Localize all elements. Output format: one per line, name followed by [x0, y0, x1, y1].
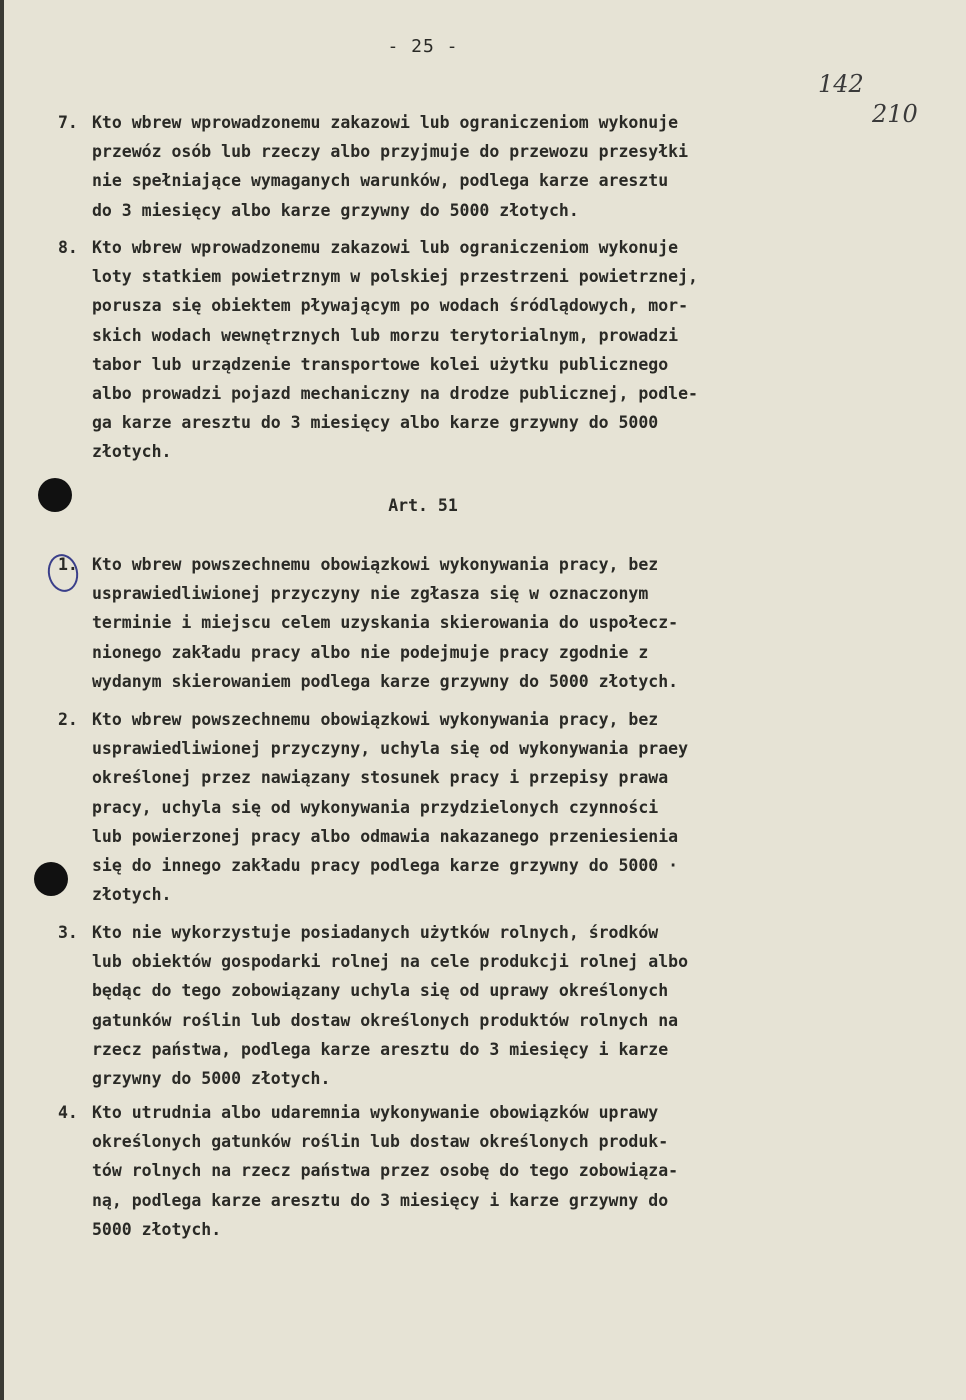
text-line: Kto nie wykorzystuje posiadanych użytków rolnych, środków [92, 923, 659, 942]
paragraph-3 [58, 918, 828, 1093]
text-line: usprawiedliwionej przyczyny, uchyla się od wykonywania praey [92, 739, 689, 759]
text-line: będąc do tego zobowiązany uchyla się od uprawy określonych [92, 981, 669, 1001]
text-line: przewóz osób lub rzeczy albo przyjmuje do przewozu przesyłki [92, 142, 689, 162]
text-line: nionego zakładu pracy albo nie podejmuje pracy zgodnie z [92, 642, 649, 662]
paragraph-7 [58, 108, 828, 225]
paragraph-number: 1. [58, 555, 78, 574]
text-line: lub powierzonej pracy albo odmawia nakazanego przeniesienia [92, 826, 679, 846]
text-line: ną, podlega karze aresztu do 3 miesięcy i karze grzywny do [92, 1190, 669, 1210]
paragraph-number: 7. [58, 113, 78, 132]
text-line: rzecz państwa, podlega karze aresztu do 3 miesięcy i karze [92, 1039, 669, 1059]
handwritten-annotation: 142 [818, 70, 864, 98]
text-line: ga karze aresztu do 3 miesięcy albo karze grzywny do 5000 [92, 413, 659, 433]
text-line: Kto wbrew wprowadzonemu zakazowi lub ograniczeniom wykonuje [92, 238, 679, 257]
text-line: tabor lub urządzenie transportowe kolei użytku publicznego [92, 354, 669, 374]
punch-hole [34, 862, 68, 896]
paragraph-number: 8. [58, 238, 78, 257]
text-line: określonych gatunków roślin lub dostaw określonych produk- [92, 1132, 669, 1152]
text-line: Kto wbrew wprowadzonemu zakazowi lub ograniczeniom wykonuje [92, 113, 679, 132]
paragraph-4 [58, 1098, 828, 1244]
text-line: Kto wbrew powszechnemu obowiązkowi wykonywania pracy, bez [92, 710, 659, 729]
paragraph-1 [58, 550, 828, 696]
text-line: tów rolnych na rzecz państwa przez osobę do tego zobowiąza- [92, 1161, 679, 1181]
text-line: określonej przez nawiązany stosunek pracy i przepisy prawa [92, 768, 669, 788]
text-line: grzywny do 5000 złotych. [92, 1069, 331, 1089]
text-line: skich wodach wewnętrznych lub morzu terytorialnym, prowadzi [92, 325, 679, 345]
text-line: Kto wbrew powszechnemu obowiązkowi wykonywania pracy, bez [92, 555, 659, 574]
text-line: wydanym skierowaniem podlega karze grzywny do 5000 złotych. [92, 671, 679, 691]
text-line: porusza się obiektem pływającym po wodach śródlądowych, mor- [92, 296, 689, 316]
text-line: pracy, uchyla się od wykonywania przydzielonych czynności [92, 797, 659, 817]
text-line: złotych. [92, 885, 172, 905]
text-line: lub obiektów gospodarki rolnej na cele produkcji rolnej albo [92, 952, 689, 972]
text-line: nie spełniające wymaganych warunków, podlega karze aresztu [92, 171, 669, 191]
handwritten-annotation: 210 [872, 100, 918, 128]
paragraph-number: 4. [58, 1103, 78, 1122]
paragraph-8 [58, 233, 828, 467]
text-line: 5000 złotych. [92, 1219, 222, 1239]
text-line: terminie i miejscu celem uzyskania skierowania do uspołecz- [92, 613, 679, 633]
article-heading: Art. 51 [388, 496, 458, 515]
text-line: loty statkiem powietrznym w polskiej przestrzeni powietrznej, [92, 267, 698, 287]
text-line: złotych. [92, 442, 172, 462]
text-line: gatunków roślin lub dostaw określonych produktów rolnych na [92, 1010, 679, 1030]
paragraph-number: 3. [58, 923, 78, 942]
page-edge [0, 0, 4, 1400]
paragraph-number: 2. [58, 710, 78, 729]
page-number: - 25 - [387, 36, 459, 57]
text-line: albo prowadzi pojazd mechaniczny na drodze publicznej, podle- [92, 384, 698, 404]
text-line: Kto utrudnia albo udaremnia wykonywanie obowiązków uprawy [92, 1103, 659, 1122]
text-line: usprawiedliwionej przyczyny nie zgłasza się w oznaczonym [92, 584, 649, 604]
text-line: do 3 miesięcy albo karze grzywny do 5000 złotych. [92, 200, 579, 220]
text-line: się do innego zakładu pracy podlega karze grzywny do 5000 · [92, 856, 679, 876]
paragraph-2 [58, 705, 828, 909]
